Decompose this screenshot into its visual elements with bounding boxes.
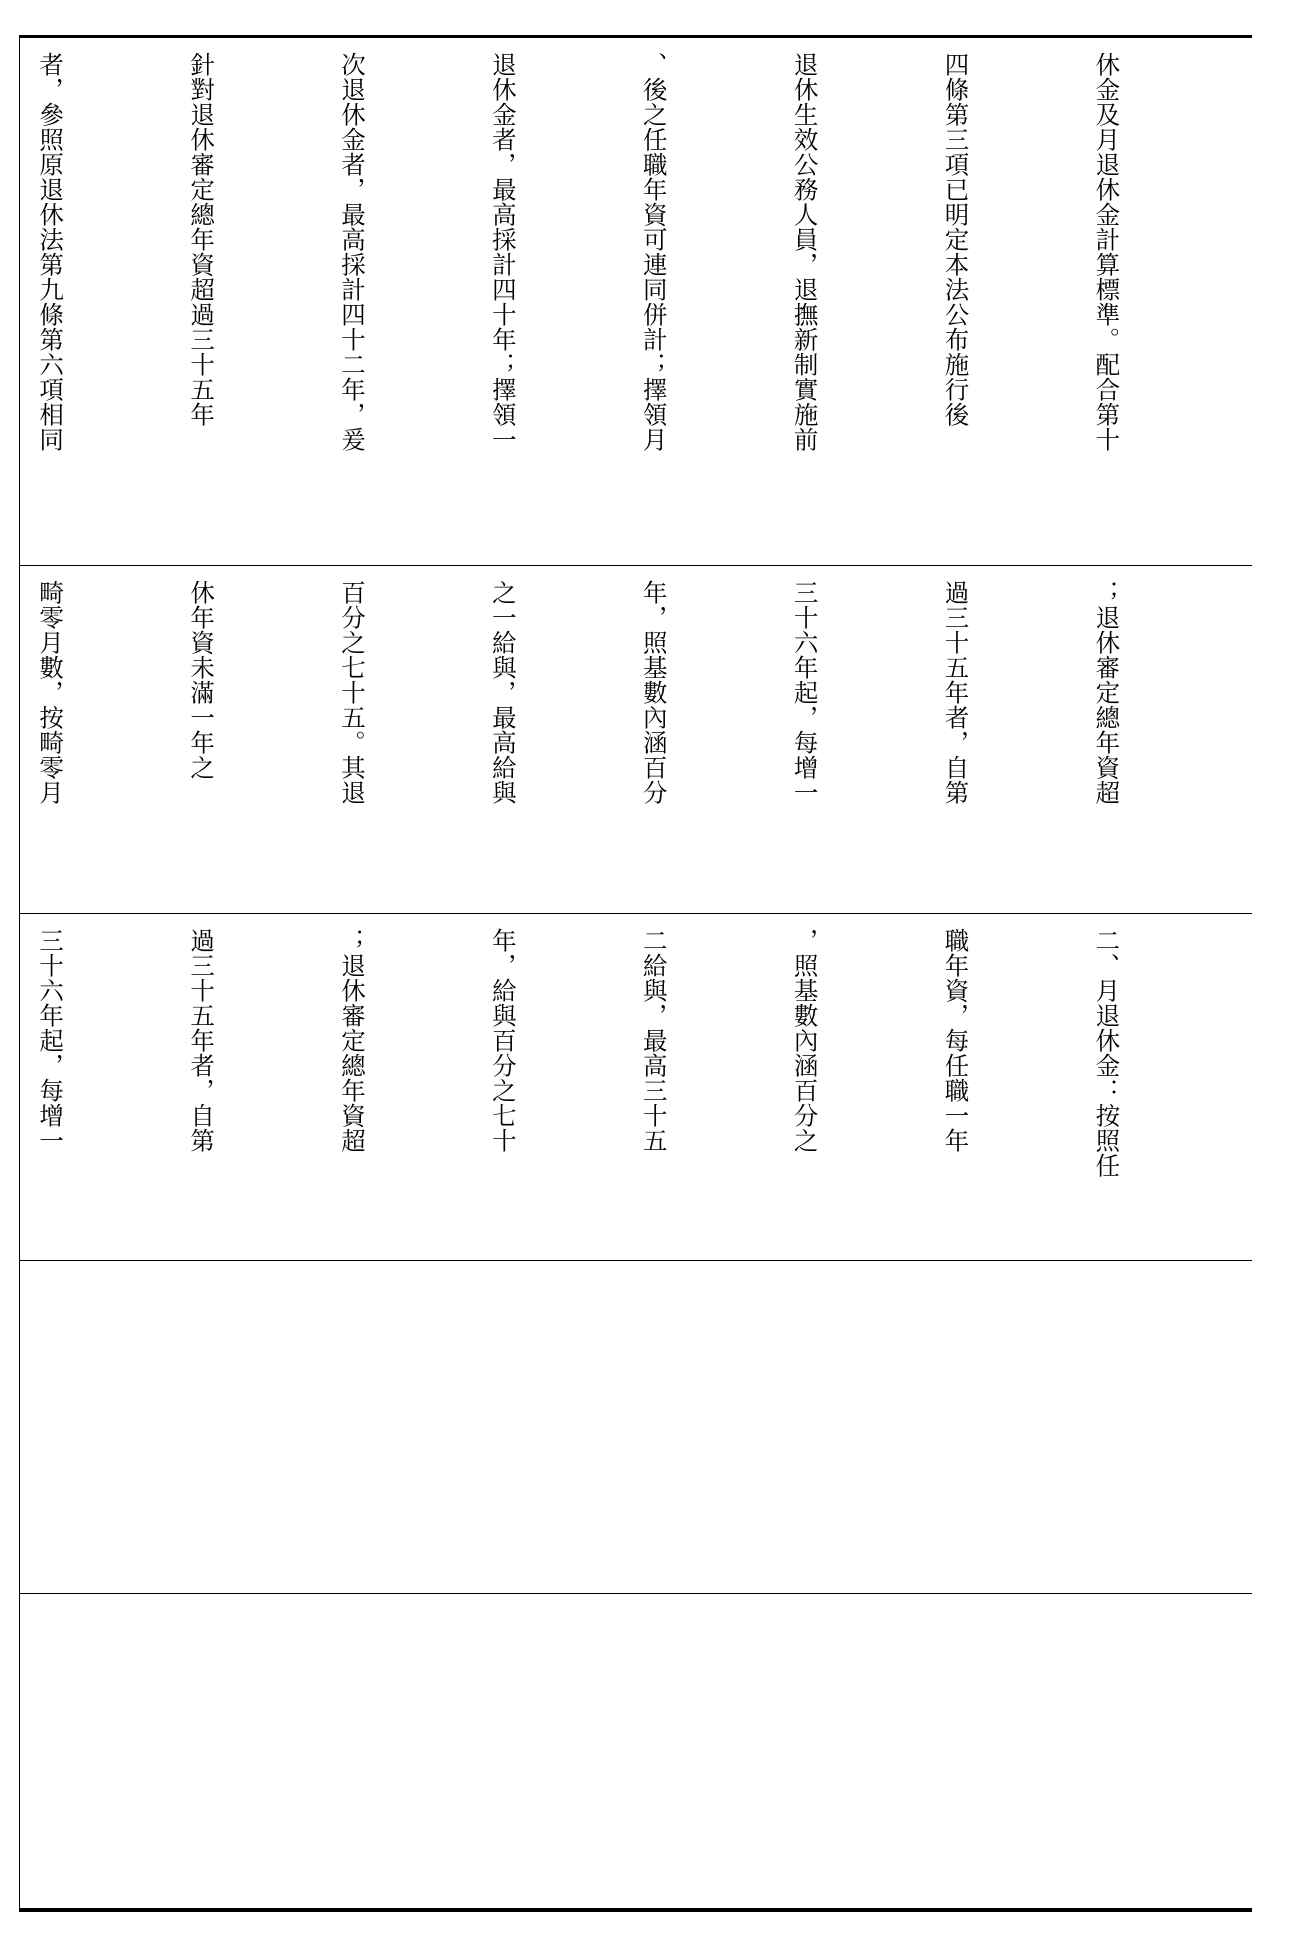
text-column: 者，參照原退休法第九條第六項相同	[36, 52, 66, 452]
text-column: ；退休審定總年資超	[1092, 580, 1122, 805]
text-column: 之一給與，最高給與	[488, 580, 518, 805]
text-column: 年，給與百分之七十	[488, 928, 518, 1153]
empty-row	[19, 1594, 1252, 1908]
text-column: 針對退休審定總年資超過三十五年	[187, 52, 217, 427]
text-column: 休年資未滿一年之	[187, 580, 217, 780]
text-column: ；退休審定總年資超	[337, 928, 367, 1153]
text-column: 年，照基數內涵百分	[639, 580, 669, 805]
text-column: 四條第三項已明定本法公布施行後	[941, 52, 971, 427]
text-column: 畸零月數，按畸零月	[36, 580, 66, 805]
text-column: 退休生效公務人員，退撫新制實施前	[790, 52, 820, 452]
text-column: 退休金者，最高採計四十年；擇領一	[488, 52, 518, 452]
text-column: 過三十五年者，自第	[187, 928, 217, 1153]
text-column: 二給與，最高三十五	[639, 928, 669, 1153]
bottom-border-rule	[19, 1908, 1252, 1912]
text-column: 職年資，每任職一年	[941, 928, 971, 1153]
text-column: 三十六年起，每增一	[790, 580, 820, 805]
text-column: 過三十五年者，自第	[941, 580, 971, 805]
text-column: 三十六年起，每增一	[36, 928, 66, 1153]
text-column: 二、月退休金：按照任	[1092, 928, 1122, 1178]
current-law-text	[19, 580, 1232, 805]
proposed-article-row	[19, 914, 1252, 1260]
current-law-row	[19, 566, 1252, 913]
proposed-article-text	[19, 928, 1232, 1178]
text-column: 、後之任職年資可連同併計；擇領月	[639, 52, 669, 452]
text-column: 次退休金者，最高採計四十二年，爰	[337, 52, 367, 452]
text-column: 休金及月退休金計算標準。配合第十	[1092, 52, 1122, 452]
explanation-text	[19, 52, 1232, 477]
explanation-row	[19, 38, 1252, 565]
text-column: 百分之七十五。其退	[337, 580, 367, 805]
empty-row	[19, 1261, 1252, 1593]
text-column: ，照基數內涵百分之	[790, 928, 820, 1153]
